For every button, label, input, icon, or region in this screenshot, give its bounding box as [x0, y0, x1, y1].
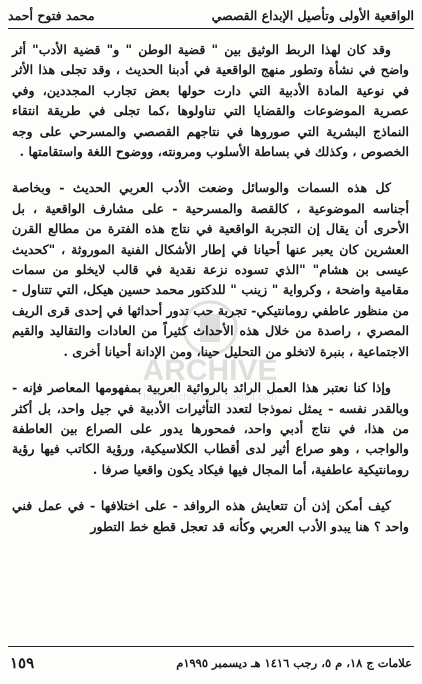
header-author: محمد فتوح أحمد: [8, 7, 95, 23]
journal-citation: علامات ج ١٨، م ٥، رجب ١٤١٦ هـ ديسمبر ١٩٩٥م: [176, 656, 412, 670]
page-number: ١٥٩: [10, 654, 35, 672]
body-text: [12, 40, 409, 537]
watermark-url: http://Archivebeta.Sakhrit.com: [143, 392, 277, 403]
paragraph-4: كيف أمكن إذن أن تتعايش هذه الروافد - على اختلافها - في عمل فني واحد ؟ هنا يبدو الأدب العربي وكأنه قد تعجل قطع خط التطور: [12, 498, 409, 534]
paragraph-3: وإذا كنا نعتبر هذا العمل الرائد بالروائية العربية بمفهومها المعاصر فإنه - وبالقدر نفسه - يمثل نموذجا لتعدد التأثيرات الأدبية في جيل واحد، بل أكثر من هذا، في نتاج أدبي واحد، فمحورها يدور على الصراع بين العاطفة والواجب ، وهو صراع أثير لدى أقطاب الكلاسيكية، ورؤية الكاتب فيها رؤية رومانتيكية عاطفية، أما المجال فيها فيكاد يكون واقعيا صرفا .: [12, 380, 409, 477]
paragraph-1: وقد كان لهذا الربط الوثيق بين " قضية الوطن " و" قضية الأدب" أثر واضح في نشأة وتطور منهج الواقعية في أدبنا الحديث ، وقد تجلى هذا الأثر في نوعية المادة الأدبية التي دارت حولها بعض تجارب المجددين، وفي عصرية الموضوعات والقضايا التي تناولوها ،كما تجلى في طريقة انتقاء النماذج البشرية التي صوروها في نتاجهم القصصي والمسرحي على وجه الخصوص ، وكذلك في بساطة الأسلوب ومرونته، ووضوح اللغة واستقامتها .: [12, 42, 409, 160]
paragraph-2: كل هذه السمات والوسائل وضعت الأدب العربي الحديث - وبخاصة أجناسه الموضوعية ، كالقصة والمسرحية - على مشارف الواقعية ، بل الأحرى أن يقال إن التجربة الواقعية في نتاج هذه الفترة من مطالع القرن العشرين كان يعبر عنها أحيانا في إطار الأشكال الفنية الموروثة ، "كحديث عيسى بن هشام" "الذي تسوده نزعة نقدية في قالب لايخلو من سمات مقامية واضحة ، وكرواية " زينب " للدكتور محمد حسين هيكل، التي تتناول - من منظور عاطفي رومانتيكي- تجربة حب تدور أحداثها في إحدى قرى الريف المصري ، راصدة من خلال هذه الأحداث كثيراً من العادات والتقاليد والقيم الاجتماعية ، بنبرة لاتخلو من التحليل حينا، ومن الإدانة أحيانا أخرى .: [12, 180, 409, 359]
header-title: الواقعية الأولى وتأصيل الإبداع القصصي: [211, 7, 414, 23]
footer-rule: [8, 646, 414, 647]
running-footer: [10, 652, 412, 674]
header-rule: [8, 28, 414, 29]
running-header: [8, 4, 414, 26]
watermark-name: ARCHIVE: [142, 354, 278, 387]
